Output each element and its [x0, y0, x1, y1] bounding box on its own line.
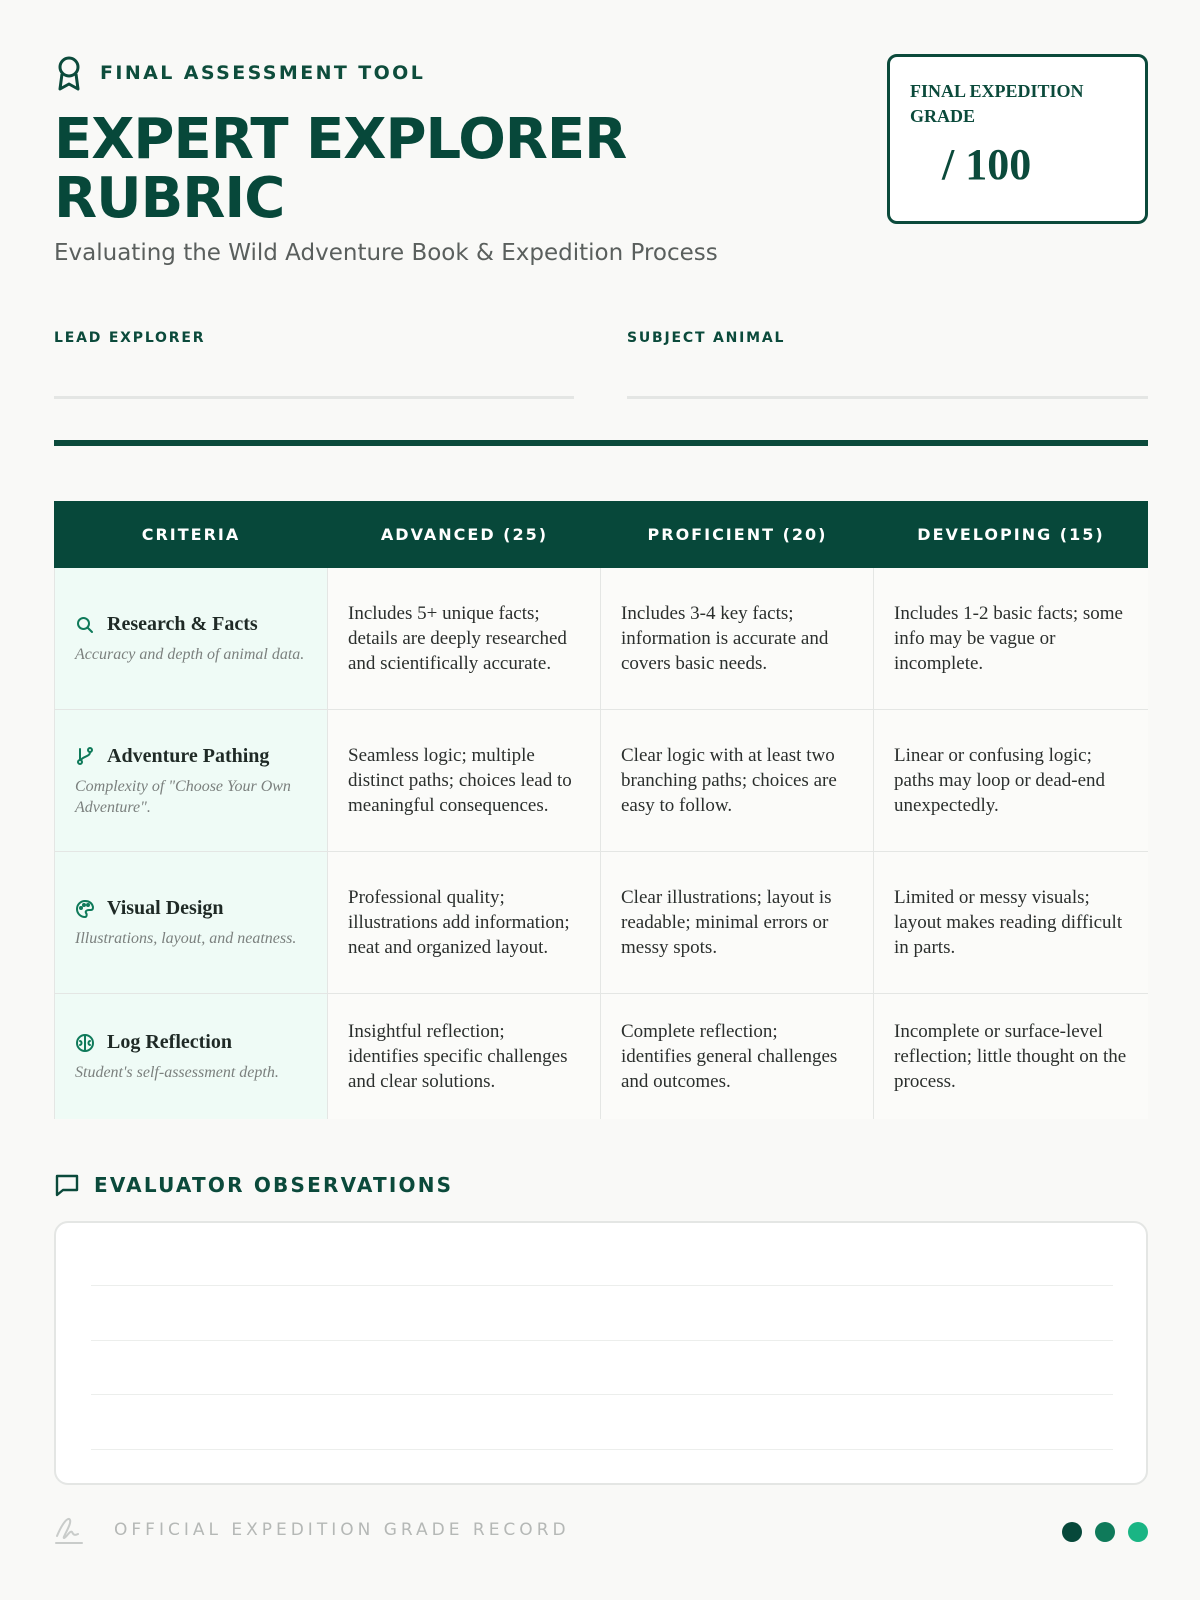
- subject-animal-label: SUBJECT ANIMAL: [627, 330, 786, 346]
- signature-icon: [54, 1514, 84, 1546]
- advanced-cell[interactable]: Seamless logic; multiple distinct paths; choices lead to meaningful consequences.: [328, 710, 601, 851]
- advanced-cell[interactable]: Insightful reflection; identifies specific challenges and clear solutions.: [328, 994, 601, 1119]
- title-line-1: EXPERT EXPLORER: [54, 107, 627, 172]
- observations-input[interactable]: [54, 1221, 1148, 1485]
- palette-icon: [75, 899, 95, 919]
- table-row: [54, 852, 1148, 994]
- developing-cell[interactable]: Includes 1-2 basic facts; some info may be vague or incomplete.: [874, 568, 1148, 709]
- info-fields: [54, 330, 1148, 400]
- lead-explorer-input-line[interactable]: [54, 396, 574, 399]
- title-line-2: RUBRIC: [54, 166, 285, 231]
- footer-dot: [1095, 1522, 1115, 1542]
- column-header-advanced: ADVANCED (25): [380, 525, 549, 544]
- eyebrow-text: FINAL ASSESSMENT TOOL: [100, 62, 426, 84]
- subject-animal-input-line[interactable]: [627, 396, 1148, 399]
- criteria-cell: [54, 852, 328, 993]
- table-row: [54, 710, 1148, 852]
- lead-explorer-field[interactable]: [54, 330, 574, 346]
- footer-dot: [1062, 1522, 1082, 1542]
- footer: [54, 1512, 1148, 1552]
- subject-animal-field[interactable]: [627, 330, 1148, 346]
- column-header-criteria: CRITERIA: [141, 525, 241, 544]
- page-subtitle: Evaluating the Wild Adventure Book & Expedition Process: [54, 240, 718, 266]
- rubric-table: [54, 501, 1148, 1119]
- table-row: [54, 994, 1148, 1119]
- writing-line: [91, 1340, 1113, 1341]
- criteria-subtitle: Student's self-assessment depth.: [75, 1064, 279, 1081]
- proficient-cell[interactable]: Clear illustrations; layout is readable; minimal errors or messy spots.: [601, 852, 874, 993]
- lead-explorer-label: LEAD EXPLORER: [54, 330, 206, 346]
- grade-box: [887, 54, 1148, 224]
- writing-line: [91, 1394, 1113, 1395]
- footer-dot: [1128, 1522, 1148, 1542]
- table-header: [54, 501, 1148, 568]
- criteria-cell: [54, 710, 328, 851]
- observations-heading: [54, 1172, 453, 1198]
- criteria-cell: [54, 994, 328, 1119]
- advanced-cell[interactable]: Includes 5+ unique facts; details are deeply researched and scientifically accurate.: [328, 568, 601, 709]
- page-title: [54, 107, 754, 231]
- criteria-title: Adventure Pathing: [107, 744, 270, 767]
- section-divider: [54, 440, 1148, 446]
- proficient-cell[interactable]: Clear logic with at least two branching paths; choices are easy to follow.: [601, 710, 874, 851]
- table-row: [54, 568, 1148, 710]
- developing-cell[interactable]: Linear or confusing logic; paths may loop or dead-end unexpectedly.: [874, 710, 1148, 851]
- grade-value[interactable]: / 100: [942, 140, 1032, 189]
- column-header-proficient: PROFICIENT (20): [647, 525, 828, 544]
- brain-icon: [75, 1033, 95, 1053]
- developing-cell[interactable]: Limited or messy visuals; layout makes reading difficult in parts.: [874, 852, 1148, 993]
- proficient-cell[interactable]: Complete reflection; identifies general challenges and outcomes.: [601, 994, 874, 1119]
- column-header-developing: DEVELOPING (15): [917, 525, 1105, 544]
- grade-label: FINAL EXPEDITION GRADE: [910, 81, 1084, 126]
- search-icon: [75, 615, 95, 635]
- criteria-title: Visual Design: [107, 897, 224, 919]
- footer-text: OFFICIAL EXPEDITION GRADE RECORD: [114, 1520, 570, 1540]
- developing-cell[interactable]: Incomplete or surface-level reflection; little thought on the process.: [874, 994, 1148, 1119]
- header: [54, 54, 1148, 294]
- advanced-cell[interactable]: Professional quality; illustrations add information; neat and organized layout.: [328, 852, 601, 993]
- footer-dots: [1062, 1522, 1148, 1542]
- criteria-title: Log Reflection: [107, 1031, 232, 1053]
- branch-icon: [75, 746, 95, 766]
- criteria-title: Research & Facts: [107, 613, 258, 635]
- award-ribbon-icon: [54, 54, 84, 92]
- criteria-subtitle: Accuracy and depth of animal data.: [75, 646, 305, 663]
- criteria-subtitle: Illustrations, layout, and neatness.: [75, 930, 297, 947]
- proficient-cell[interactable]: Includes 3-4 key facts; information is accurate and covers basic needs.: [601, 568, 874, 709]
- observations-title: EVALUATOR OBSERVATIONS: [94, 1173, 454, 1197]
- criteria-cell: [54, 568, 328, 709]
- writing-line: [91, 1449, 1113, 1450]
- speech-bubble-icon: [54, 1172, 80, 1198]
- writing-line: [91, 1285, 1113, 1286]
- criteria-subtitle: Complexity of "Choose Your Own Adventure".: [75, 777, 291, 816]
